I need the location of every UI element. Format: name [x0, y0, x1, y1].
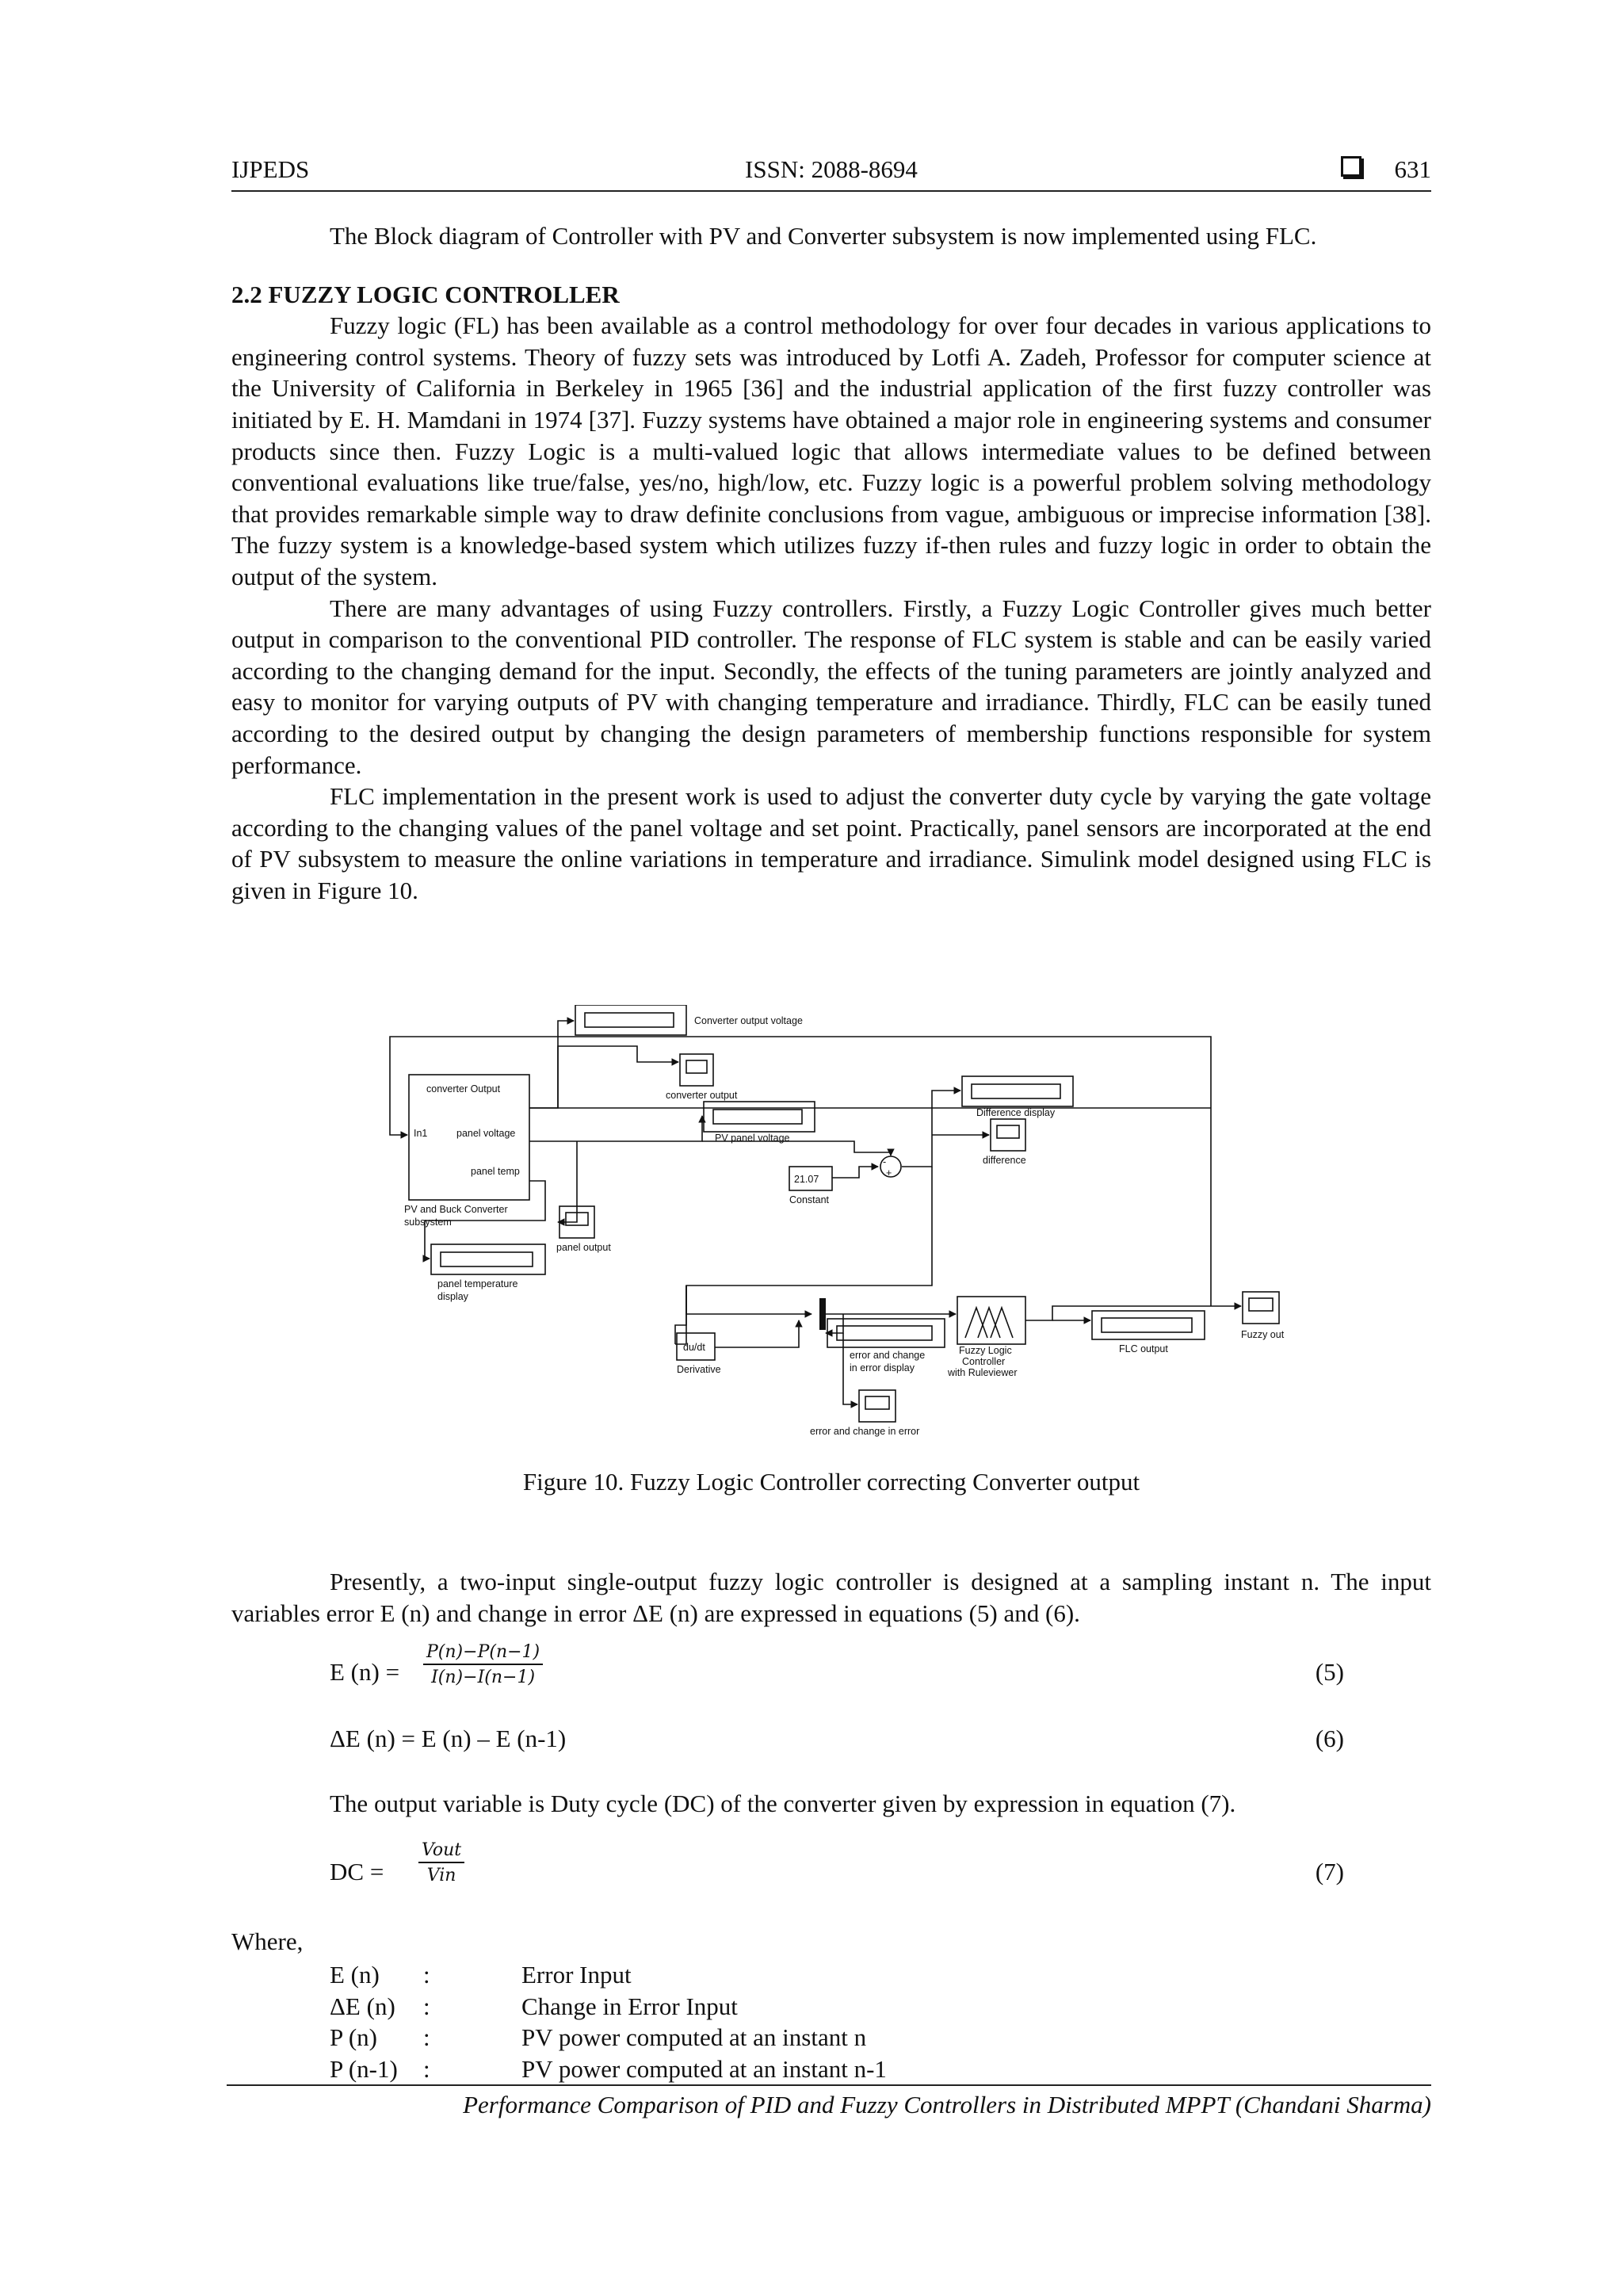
eq7-denominator: Vin: [426, 1866, 456, 1885]
label-converter-output: converter output: [666, 1090, 738, 1101]
eq7-fraction: [418, 1840, 464, 1885]
label-panel-temp: panel temp: [471, 1166, 520, 1177]
label-flc: Controller: [962, 1356, 1006, 1367]
eq7-numerator: Vout: [418, 1840, 464, 1863]
paragraph: FLC implementation in the present work is used to adjust the converter duty cycle by varying the gate voltage according to the changing values of the panel voltage and set point. Practically, panel sensors are incorporated at the end of PV subsystem to measure the online variations in temperature and irradiance. Simulink model designed using FLC is given in Figure 10.: [231, 782, 1431, 904]
label-panel-temperature-display: display: [437, 1291, 468, 1302]
simulink-diagram: [387, 1005, 1290, 1449]
definition-text: Error Input: [521, 1961, 632, 1988]
definition-row: [330, 1991, 1122, 2023]
eq5-fraction: [423, 1642, 543, 1687]
running-footer: [227, 2084, 1431, 2118]
pv-panel-voltage-display: [704, 1102, 815, 1132]
eq5-number: (5): [1315, 1658, 1344, 1686]
intro-line: The Block diagram of Controller with PV and Converter subsystem is now implemented using FLC.: [330, 222, 1317, 250]
definition-symbol: P (n): [330, 2023, 377, 2052]
label-pv-panel-voltage: PV panel voltage: [715, 1133, 790, 1144]
label-subsystem-name: PV and Buck Converter: [404, 1204, 508, 1215]
paragraph: [231, 1566, 1431, 1629]
eq5-lhs: E (n) =: [330, 1658, 400, 1686]
label-panel-voltage: panel voltage: [456, 1128, 516, 1139]
where-label: Where,: [231, 1927, 304, 1955]
equation-7: [330, 1837, 1344, 1901]
label-panel-output: panel output: [556, 1242, 611, 1253]
converter-output-voltage-display: [575, 1005, 686, 1035]
label-error-change-display: in error display: [850, 1362, 915, 1373]
paragraph: There are many advantages of using Fuzzy controllers. Firstly, a Fuzzy Logic Controller gives much better output in comparison to the conventional PID controller. The response of FLC system is stable and can be easily varied according to the changing demand for the input. Secondly, the effects of the tuning parameters are jointly analyzed and easy to monitor for varying outputs of PV with changing temperature and irradiance. Thirdly, FLC can be easily tuned according to the desired output by changing the design parameters of membership functions responsible for system performance.: [231, 594, 1431, 779]
definition-symbol: ΔE (n): [330, 1992, 395, 2020]
label-difference: difference: [983, 1155, 1026, 1166]
fuzzy-out-scope: [1243, 1292, 1279, 1324]
eq7-number: (7): [1315, 1858, 1344, 1885]
label-subsystem-converter-output: converter Output: [426, 1083, 501, 1095]
definition-row: [330, 1959, 1122, 1991]
label-panel-temperature-display: panel temperature: [437, 1278, 518, 1289]
eq5-numerator: P(n)−P(n−1): [423, 1642, 543, 1665]
sum-minus-sign: -: [883, 1156, 887, 1167]
eq6-number: (6): [1315, 1725, 1344, 1752]
label-constant: Constant: [789, 1194, 830, 1205]
difference-scope: [991, 1119, 1025, 1151]
definition-text: PV power computed at an instant n: [521, 2023, 867, 2052]
definition-symbol: E (n): [330, 1961, 380, 1988]
definition-row: [330, 2053, 1122, 2085]
paragraph: Fuzzy logic (FL) has been available as a control methodology for over four decades in various applications to engineering control systems. Theory of fuzzy sets was introduced by Lotfi A. Zadeh, Professor for computer science at the University of California in Berkeley in 1965 [36] and the industrial application of the first fuzzy controller was initiated by E. H. Mamdani in 1974 [37]. Fuzzy systems have obtained a major role in engineering systems and consumer products since then. Fuzzy Logic is a multi-valued logic that allows intermediate values to be defined between conventional evaluations like true/false, yes/no, high/low, etc. Fuzzy logic is a powerful problem solving methodology that provides remarkable simple way to draw definite conclusions from vague, ambiguous or imprecise information [38]. The fuzzy system is a knowledge-based system which utilizes fuzzy if-then rules and fuzzy logic in order to obtain the output of the system.: [231, 311, 1431, 590]
issn: ISSN: 2088-8694: [745, 155, 918, 183]
sum-plus-sign: +: [886, 1167, 892, 1179]
label-flc-output: FLC output: [1119, 1343, 1168, 1354]
panel-temperature-display: [431, 1244, 545, 1274]
difference-display: [962, 1076, 1073, 1106]
definition-text: Change in Error Input: [521, 1992, 738, 2020]
page-number-area: [1341, 155, 1432, 184]
error-change-display: [827, 1319, 945, 1347]
running-header: [231, 155, 1431, 192]
converter-output-scope: [680, 1054, 713, 1086]
journal-name: IJPEDS: [231, 155, 310, 183]
error-change-scope: [859, 1390, 896, 1422]
definition-symbol: P (n-1): [330, 2054, 398, 2083]
eq6-lhs: ΔE (n) = E (n) – E (n-1): [330, 1725, 567, 1752]
definition-row: [330, 2022, 1122, 2053]
definition-colon: :: [423, 1992, 430, 2020]
eq7-lhs: DC =: [330, 1858, 384, 1885]
footer-title: Performance Comparison of PID and Fuzzy Controllers in Distributed MPPT (Chandani Sharma): [463, 2091, 1431, 2118]
definition-colon: :: [423, 2054, 430, 2083]
label-in1: In1: [414, 1128, 428, 1139]
constant-value: 21.07: [794, 1174, 819, 1185]
label-error-change-scope: error and change in error: [810, 1426, 920, 1437]
equation-5: [330, 1642, 1344, 1706]
eq5-denominator: I(n)−I(n−1): [431, 1668, 536, 1687]
section-title: 2.2 FUZZY LOGIC CONTROLLER: [231, 280, 620, 308]
label-error-change-display: error and change: [850, 1350, 926, 1361]
paragraph: [231, 1788, 1431, 1820]
definition-colon: :: [423, 1961, 430, 1988]
paragraph-text: The output variable is Duty cycle (DC) of the converter given by expression in equation (7).: [330, 1790, 1236, 1817]
body-text: [231, 220, 1431, 906]
label-flc: Fuzzy Logic: [959, 1345, 1012, 1356]
simulink-figure: [387, 1005, 1290, 1449]
label-fuzzy-out: Fuzzy out: [1241, 1329, 1285, 1340]
definition-text: PV power computed at an instant n-1: [521, 2054, 887, 2083]
label-derivative: Derivative: [677, 1364, 721, 1375]
flc-output-display: [1092, 1311, 1205, 1339]
equation-6: [330, 1713, 1344, 1777]
label-difference-display: Difference display: [976, 1107, 1056, 1118]
definitions-list: [330, 1959, 1122, 2084]
label-subsystem-name: subsystem: [404, 1217, 452, 1228]
definition-colon: :: [423, 2023, 430, 2052]
page-number: 631: [1394, 155, 1431, 183]
label-flc: with Ruleviewer: [948, 1367, 1018, 1378]
paragraph-text: Presently, a two-input single-output fuzzy logic controller is designed at a sampling instant n. The input variables error E (n) and change in error ΔE (n) are expressed in equations (5) and (6).: [231, 1568, 1431, 1627]
figure-caption: Figure 10. Fuzzy Logic Controller correcting Converter output: [522, 1468, 1140, 1496]
label-converter-output-voltage: Converter output voltage: [694, 1015, 803, 1026]
label-derivative-block: du/dt: [683, 1342, 705, 1353]
checkbox-icon: [1341, 156, 1361, 177]
